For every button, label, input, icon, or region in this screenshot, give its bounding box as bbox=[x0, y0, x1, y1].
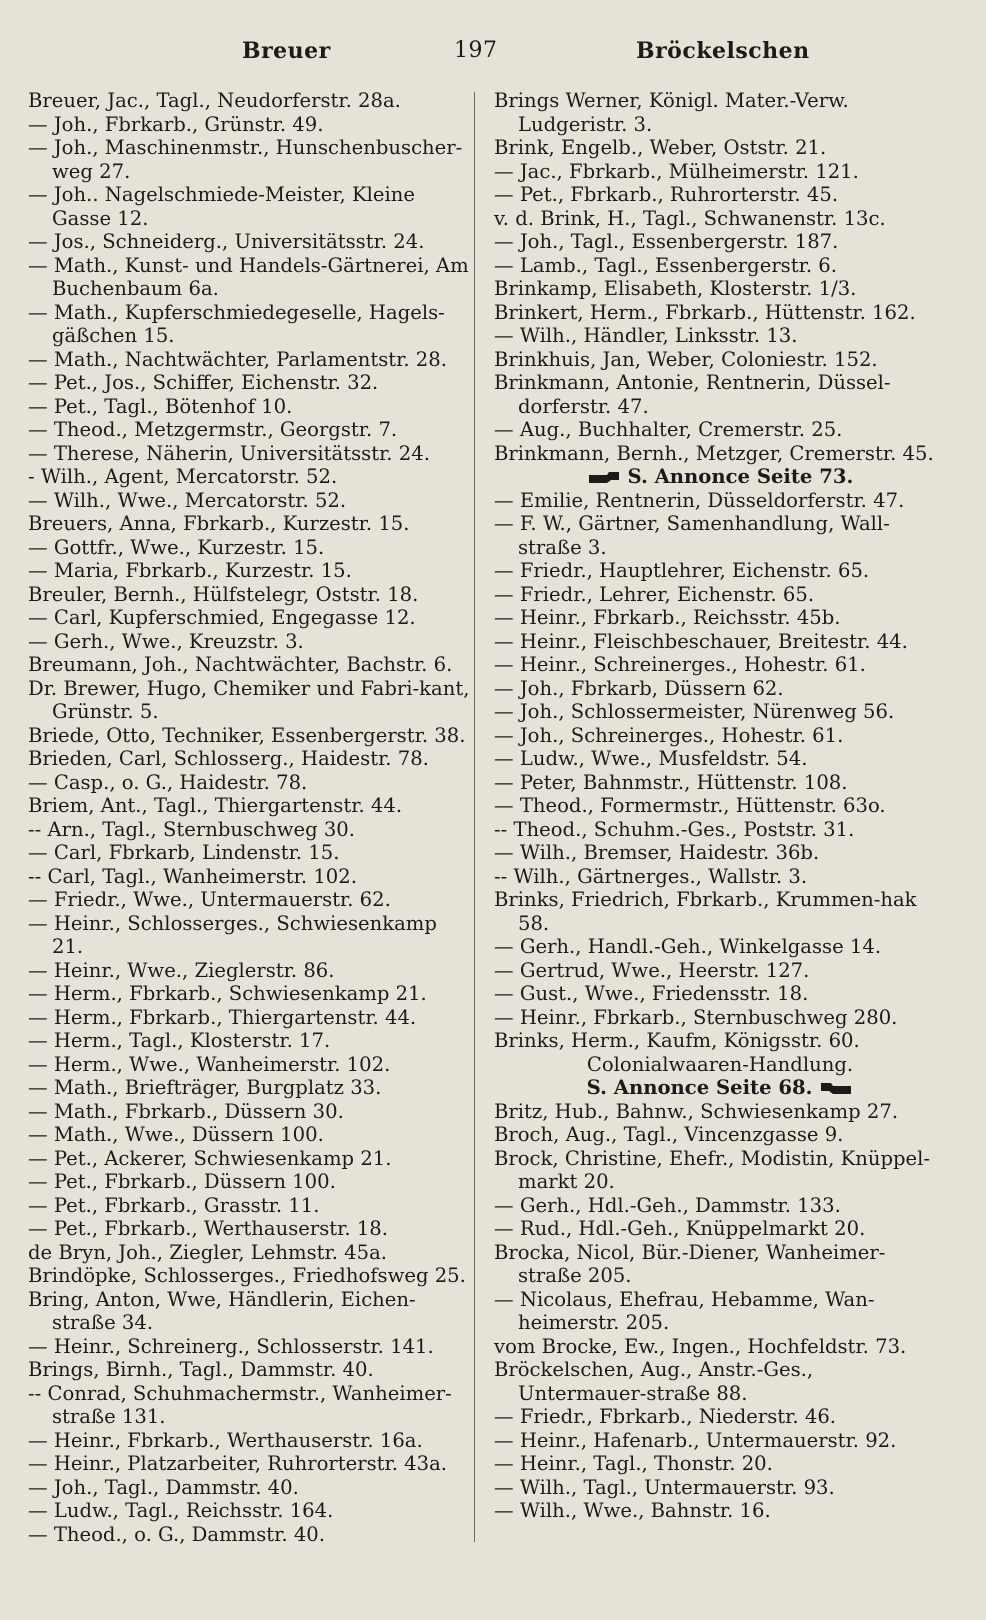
directory-entry: Brings, Birnh., Tagl., Dammstr. 40. bbox=[28, 1358, 374, 1381]
directory-entry: Brieden, Carl, Schlosserg., Haidestr. 78. bbox=[28, 747, 429, 770]
directory-entry: — Maria, Fbrkarb., Kurzestr. 15. bbox=[28, 559, 352, 582]
directory-entry: — Heinr., Fleischbeschauer, Breitestr. 44. bbox=[494, 629, 908, 653]
directory-entry: Brings Werner, Königl. Mater.-Verw. Ludgeristr. 3. bbox=[494, 89, 849, 136]
directory-entry: — Heinr., Wwe., Zieglerstr. 86. bbox=[28, 958, 335, 982]
directory-entry: — Heinr., Fbrkarb., Reichsstr. 45b. bbox=[494, 606, 841, 629]
directory-entry: — Heinr., Hafenarb., Untermauerstr. 92. bbox=[494, 1428, 897, 1452]
directory-entry: -- Conrad, Schuhmachermstr., Wanheimer-straße 131. bbox=[28, 1381, 452, 1428]
directory-entry: — Joh., Tagl., Dammstr. 40. bbox=[28, 1475, 299, 1499]
directory-entry: Breuers, Anna, Fbrkarb., Kurzestr. 15. bbox=[28, 512, 410, 535]
directory-entry: — Math., Wwe., Düssern 100. bbox=[28, 1123, 324, 1146]
directory-entry: — Carl, Kupferschmied, Engegasse 12. bbox=[28, 606, 416, 629]
directory-entry: — Gerh., Wwe., Kreuzstr. 3. bbox=[28, 629, 304, 653]
directory-entry: — Rud., Hdl.-Geh., Knüppelmarkt 20. bbox=[494, 1217, 866, 1240]
directory-entry: — Gertrud, Wwe., Heerstr. 127. bbox=[494, 958, 810, 982]
directory-entry: v. d. Brink, H., Tagl., Schwanenstr. 13c. bbox=[494, 206, 886, 230]
directory-entry: — Pet., Fbrkarb., Düssern 100. bbox=[28, 1170, 336, 1193]
directory-entry: - Wilh., Agent, Mercatorstr. 52. bbox=[28, 465, 338, 488]
directory-entry: Bröckelschen, Aug., Anstr.-Ges., Untermauer-straße 88. bbox=[494, 1358, 814, 1405]
directory-entry: — Ludw., Wwe., Musfeldstr. 54. bbox=[494, 747, 808, 770]
directory-entry: — Herm., Wwe., Wanheimerstr. 102. bbox=[28, 1052, 391, 1076]
directory-entry: — Emilie, Rentnerin, Düsseldorferstr. 47. bbox=[494, 488, 905, 512]
directory-entry: — Nicolaus, Ehefrau, Hebamme, Wan-heimerstr. 205. bbox=[494, 1287, 875, 1334]
directory-entry: -- Wilh., Gärtnerges., Wallstr. 3. bbox=[494, 864, 808, 888]
directory-entry: — Herm., Fbrkarb., Schwiesenkamp 21. bbox=[28, 982, 427, 1005]
directory-entry: Brock, Christine, Ehefr., Modistin, Knüppel-markt 20. bbox=[494, 1146, 931, 1193]
right-column bbox=[494, 89, 946, 1523]
directory-entry: — Wilh., Händler, Linksstr. 13. bbox=[494, 324, 798, 347]
directory-entry: Breuler, Bernh., Hülfstelegr, Oststr. 18. bbox=[28, 582, 419, 606]
directory-entry: — Math., Fbrkarb., Düssern 30. bbox=[28, 1099, 344, 1123]
directory-entry: — Math., Kupferschmiedegeselle, Hagels-gäßchen 15. bbox=[28, 300, 445, 347]
directory-entry: — Herm., Fbrkarb., Thiergartenstr. 44. bbox=[28, 1005, 417, 1029]
directory-entry: vom Brocke, Ew., Ingen., Hochfeldstr. 73. bbox=[494, 1334, 907, 1358]
directory-entry: — Heinr., Fbrkarb., Sternbuschweg 280. bbox=[494, 1005, 898, 1029]
directory-entry: — Peter, Bahnmstr., Hüttenstr. 108. bbox=[494, 770, 848, 794]
directory-entry: — Joh., Tagl., Essenbergerstr. 187. bbox=[494, 230, 839, 253]
directory-entry: — Math., Kunst- und Handels-Gärtnerei, Am Buchenbaum 6a. bbox=[28, 253, 469, 300]
directory-entry: — Heinr., Schlosserges., Schwiesenkamp 21. bbox=[28, 911, 437, 958]
directory-entry: — Carl, Fbrkarb, Lindenstr. 15. bbox=[28, 841, 340, 864]
directory-entry: — Joh., Schlossermeister, Nürenweg 56. bbox=[494, 700, 895, 723]
directory-entry: — Joh., Fbrkarb., Grünstr. 49. bbox=[28, 112, 324, 136]
directory-entry: — Pet., Ackerer, Schwiesenkamp 21. bbox=[28, 1146, 392, 1170]
directory-entry: Breumann, Joh., Nachtwächter, Bachstr. 6. bbox=[28, 653, 453, 676]
annonce-line-2 bbox=[494, 1076, 946, 1100]
directory-entry: — Theod., o. G., Dammstr. 40. bbox=[28, 1522, 325, 1546]
directory-entry: Brinkmann, Bernh., Metzger, Cremerstr. 45. bbox=[494, 441, 934, 465]
directory-entry: — Pet., Fbrkarb., Werthauserstr. 18. bbox=[28, 1217, 389, 1240]
directory-entry: — Jac., Fbrkarb., Mülheimerstr. 121. bbox=[494, 159, 859, 183]
directory-entry: — Heinr., Fbrkarb., Werthauserstr. 16a. bbox=[28, 1428, 423, 1452]
right-column-part-c bbox=[494, 1100, 946, 1523]
directory-entry: — Jos., Schneiderg., Universitätsstr. 24. bbox=[28, 230, 425, 253]
directory-entry: Bring, Anton, Wwe, Händlerin, Eichen-straße 34. bbox=[28, 1287, 416, 1334]
header-left-word: Breuer bbox=[242, 38, 331, 64]
directory-entry: Briem, Ant., Tagl., Thiergartenstr. 44. bbox=[28, 794, 403, 817]
directory-entry: Brink, Engelb., Weber, Oststr. 21. bbox=[494, 136, 827, 159]
directory-entry: Brocka, Nicol, Bür.-Diener, Wanheimer-straße 205. bbox=[494, 1240, 886, 1287]
directory-entry: — Heinr., Schreinerg., Schlosserstr. 141. bbox=[28, 1334, 434, 1358]
directory-entry: — F. W., Gärtner, Samenhandlung, Wall-straße 3. bbox=[494, 512, 890, 559]
directory-entry: — Joh., Fbrkarb, Düssern 62. bbox=[494, 676, 784, 700]
annonce-line-1 bbox=[494, 465, 946, 489]
directory-entry: — Joh., Schreinerges., Hohestr. 61. bbox=[494, 723, 844, 747]
header-right-word: Bröckelschen bbox=[636, 38, 810, 64]
directory-entry: — Friedr., Hauptlehrer, Eichenstr. 65. bbox=[494, 559, 870, 582]
directory-entry: Brinkert, Herm., Fbrkarb., Hüttenstr. 162. bbox=[494, 300, 916, 324]
directory-entry: — Friedr., Lehrer, Eichenstr. 65. bbox=[494, 582, 815, 606]
directory-entry: — Heinr., Schreinerges., Hohestr. 61. bbox=[494, 653, 866, 676]
directory-entry: — Heinr., Platzarbeiter, Ruhrorterstr. 43a. bbox=[28, 1452, 448, 1475]
directory-entry: Dr. Brewer, Hugo, Chemiker und Fabri-kant, Grünstr. 5. bbox=[28, 676, 470, 723]
directory-entry: Brinks, Friedrich, Fbrkarb., Krummen-hak 58. bbox=[494, 888, 917, 935]
page-header bbox=[0, 38, 986, 72]
annonce-text-1: S. Annonce Seite 73. bbox=[627, 465, 854, 488]
centered-line: Colonialwaaren-Handlung. bbox=[586, 1052, 854, 1076]
directory-entry: Brinks, Herm., Kaufm, Königsstr. 60. bbox=[494, 1029, 860, 1052]
directory-entry: — Wilh., Bremser, Haidestr. 36b. bbox=[494, 841, 820, 864]
directory-entry: — Wilh., Wwe., Bahnstr. 16. bbox=[494, 1499, 771, 1522]
directory-entry: — Theod., Formermstr., Hüttenstr. 63o. bbox=[494, 794, 886, 817]
directory-entry: — Gerh., Handl.-Geh., Winkelgasse 14. bbox=[494, 935, 882, 958]
directory-entry: -- Arn., Tagl., Sternbuschweg 30. bbox=[28, 817, 355, 841]
right-column-part-a bbox=[494, 89, 946, 465]
directory-entry: — Wilh., Tagl., Untermauerstr. 93. bbox=[494, 1475, 835, 1499]
directory-entry: Broch, Aug., Tagl., Vincenzgasse 9. bbox=[494, 1123, 844, 1146]
directory-entry: Brinkamp, Elisabeth, Klosterstr. 1/3. bbox=[494, 277, 857, 300]
directory-entry: Brinkhuis, Jan, Weber, Coloniestr. 152. bbox=[494, 347, 878, 371]
page-number: 197 bbox=[454, 38, 498, 63]
left-column bbox=[28, 89, 470, 1546]
directory-entry: — Gust., Wwe., Friedensstr. 18. bbox=[494, 982, 809, 1005]
directory-entry: — Friedr., Fbrkarb., Niederstr. 46. bbox=[494, 1405, 837, 1428]
directory-entry: — Pet., Fbrkarb., Grasstr. 11. bbox=[28, 1193, 320, 1217]
directory-entry: — Gottfr., Wwe., Kurzestr. 15. bbox=[28, 535, 325, 559]
directory-entry: -- Theod., Schuhm.-Ges., Poststr. 31. bbox=[494, 817, 855, 841]
directory-entry: Britz, Hub., Bahnw., Schwiesenkamp 27. bbox=[494, 1099, 899, 1123]
directory-entry: — Therese, Näherin, Universitätsstr. 24. bbox=[28, 441, 430, 465]
directory-entry: Breuer, Jac., Tagl., Neudorferstr. 28a. bbox=[28, 89, 401, 112]
directory-entry: — Friedr., Wwe., Untermauerstr. 62. bbox=[28, 888, 391, 911]
directory-entry: — Joh.. Nagelschmiede-Meister, Kleine Gasse 12. bbox=[28, 183, 415, 230]
directory-entry: — Ludw., Tagl., Reichsstr. 164. bbox=[28, 1499, 334, 1522]
directory-entry: — Joh., Maschinenmstr., Hunschenbuscher-weg 27. bbox=[28, 136, 463, 183]
directory-entry: Briede, Otto, Techniker, Essenbergerstr. 38. bbox=[28, 723, 466, 747]
directory-entry: — Math., Nachtwächter, Parlamentstr. 28. bbox=[28, 347, 447, 371]
directory-entry: -- Carl, Tagl., Wanheimerstr. 102. bbox=[28, 864, 357, 888]
directory-entry: — Casp., o. G., Haidestr. 78. bbox=[28, 770, 308, 794]
directory-entry: — Pet., Jos., Schiffer, Eichenstr. 32. bbox=[28, 371, 379, 394]
annonce-text-2: S. Annonce Seite 68. bbox=[586, 1076, 813, 1099]
column-divider bbox=[474, 92, 475, 1542]
directory-entry: — Pet., Fbrkarb., Ruhrorterstr. 45. bbox=[494, 183, 839, 206]
right-column-part-b bbox=[494, 489, 946, 1053]
pointing-hand-icon bbox=[587, 471, 621, 485]
directory-entry: Brindöpke, Schlosserges., Friedhofsweg 25. bbox=[28, 1264, 466, 1287]
pointing-hand-left-icon bbox=[819, 1082, 853, 1096]
directory-entry: de Bryn, Joh., Ziegler, Lehmstr. 45a. bbox=[28, 1240, 388, 1264]
directory-entry: — Pet., Tagl., Bötenhof 10. bbox=[28, 394, 293, 418]
directory-entry: — Heinr., Tagl., Thonstr. 20. bbox=[494, 1452, 773, 1475]
directory-entry: — Herm., Tagl., Klosterstr. 17. bbox=[28, 1029, 331, 1052]
directory-entry: — Wilh., Wwe., Mercatorstr. 52. bbox=[28, 488, 347, 512]
directory-entry: — Lamb., Tagl., Essenbergerstr. 6. bbox=[494, 253, 837, 277]
directory-entry: — Theod., Metzgermstr., Georgstr. 7. bbox=[28, 418, 398, 441]
directory-entry: Brinkmann, Antonie, Rentnerin, Düssel-dorferstr. 47. bbox=[494, 371, 891, 418]
directory-entry: — Math., Briefträger, Burgplatz 33. bbox=[28, 1076, 382, 1099]
directory-entry: — Aug., Buchhalter, Cremerstr. 25. bbox=[494, 418, 843, 441]
directory-entry: — Gerh., Hdl.-Geh., Dammstr. 133. bbox=[494, 1193, 841, 1217]
